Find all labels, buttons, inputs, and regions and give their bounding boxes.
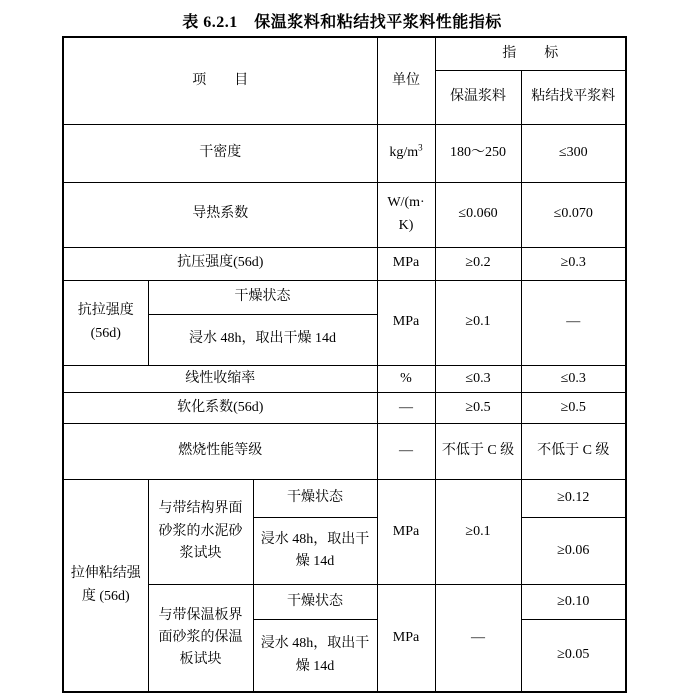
- cell-bond-cement-unit: MPa: [377, 479, 435, 584]
- cell-dry-density-label: 干密度: [63, 124, 377, 182]
- cell-bond-label: [63, 479, 148, 692]
- label-line2: (56d): [90, 325, 121, 341]
- cell-tensile-unit: MPa: [377, 280, 435, 365]
- cell-softening-label: 软化系数(56d): [63, 392, 377, 423]
- cell-bond-board-insulation: —: [435, 584, 521, 692]
- header-insulation-mortar: 保温浆料: [435, 70, 521, 124]
- row-bond-cement-dry: [63, 479, 626, 517]
- cell-bond-board-unit: MPa: [377, 584, 435, 692]
- cell-dry-density-insulation: 180～250: [435, 124, 521, 182]
- cell-bond-cement-dry-leveling: ≥0.12: [521, 479, 626, 517]
- row-linear-shrinkage: [63, 365, 626, 392]
- cell-dry-density-unit: [377, 124, 435, 182]
- cell-tensile-insulation: ≥0.1: [435, 280, 521, 365]
- cell-tensile-soaked-state: 浸水 48h，取出干燥 14d: [148, 314, 377, 365]
- cell-shrinkage-leveling: ≤0.3: [521, 365, 626, 392]
- cell-thermal-unit: [377, 182, 435, 247]
- cell-shrinkage-label: 线性收缩率: [63, 365, 377, 392]
- label-line1: 拉伸粘结强: [70, 566, 141, 582]
- cell-bond-cement-soaked-state: 浸水 48h，取出干燥 14d: [253, 517, 377, 584]
- cell-compressive-insulation: ≥0.2: [435, 247, 521, 280]
- cell-bond-cement-block-label: 与带结构界面砂浆的水泥砂浆试块: [148, 479, 253, 584]
- row-dry-density: [63, 124, 626, 182]
- row-bond-board-dry: [63, 584, 626, 619]
- cell-bond-cement-insulation: ≥0.1: [435, 479, 521, 584]
- row-compressive-strength: [63, 247, 626, 280]
- unit-line2: K): [398, 217, 414, 233]
- cell-thermal-leveling: ≤0.070: [521, 182, 626, 247]
- cell-softening-unit: —: [377, 392, 435, 423]
- header-indicator: 指 标: [435, 37, 626, 70]
- header-leveling-mortar: 粘结找平浆料: [521, 70, 626, 124]
- label-line1: 抗拉强度: [77, 303, 134, 319]
- cell-bond-board-block-label: 与带保温板界面砂浆的保温板试块: [148, 584, 253, 692]
- cell-bond-board-soaked-leveling: ≥0.05: [521, 619, 626, 692]
- cell-combustion-leveling: 不低于 C 级: [521, 423, 626, 479]
- cell-bond-board-dry-state: 干燥状态: [253, 584, 377, 619]
- header-item: 项 目: [63, 37, 377, 124]
- cell-dry-density-leveling: ≤300: [521, 124, 626, 182]
- cell-thermal-insulation: ≤0.060: [435, 182, 521, 247]
- table-title: 表 6.2.1 保温浆料和粘结找平浆料性能指标: [182, 14, 502, 31]
- cell-softening-leveling: ≥0.5: [521, 392, 626, 423]
- unit-superscript: 3: [418, 142, 423, 153]
- cell-compressive-label: 抗压强度(56d): [63, 247, 377, 280]
- row-thermal-conductivity: [63, 182, 626, 247]
- cell-shrinkage-insulation: ≤0.3: [435, 365, 521, 392]
- cell-combustion-label: 燃烧性能等级: [63, 423, 377, 479]
- cell-bond-cement-soaked-leveling: ≥0.06: [521, 517, 626, 584]
- performance-table: [62, 36, 627, 693]
- cell-compressive-unit: MPa: [377, 247, 435, 280]
- header-unit: 单位: [377, 37, 435, 124]
- cell-compressive-leveling: ≥0.3: [521, 247, 626, 280]
- cell-softening-insulation: ≥0.5: [435, 392, 521, 423]
- cell-combustion-unit: —: [377, 423, 435, 479]
- cell-bond-board-soaked-state: 浸水 48h，取出干燥 14d: [253, 619, 377, 692]
- cell-combustion-insulation: 不低于 C 级: [435, 423, 521, 479]
- unit-base: kg/m: [389, 144, 419, 160]
- header-row-1: [63, 37, 626, 70]
- row-tensile-dry: [63, 280, 626, 314]
- cell-bond-board-dry-leveling: ≥0.10: [521, 584, 626, 619]
- row-softening-coefficient: [63, 392, 626, 423]
- label-line2: 度 (56d): [81, 588, 130, 604]
- cell-tensile-leveling: —: [521, 280, 626, 365]
- cell-thermal-label: 导热系数: [63, 182, 377, 247]
- unit-line1: W/(m·: [387, 195, 425, 211]
- cell-tensile-label: [63, 280, 148, 365]
- cell-bond-cement-dry-state: 干燥状态: [253, 479, 377, 517]
- cell-tensile-dry-state: 干燥状态: [148, 280, 377, 314]
- cell-shrinkage-unit: %: [377, 365, 435, 392]
- row-combustion-rating: [63, 423, 626, 479]
